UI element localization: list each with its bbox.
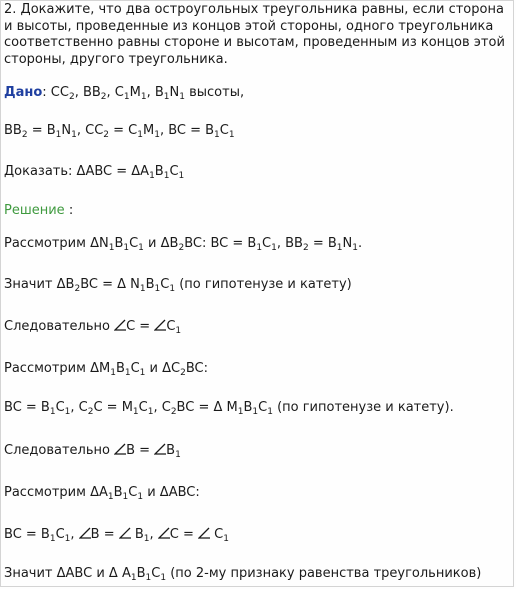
- step-4: Рассмотрим $\Delta M_1B_1C_1$ и $\Delta C_2BC$:: [4, 361, 208, 378]
- angle-icon: [154, 319, 166, 331]
- prove-line: Доказать: $\Delta ABC = \Delta A_1B_1C_1$: [4, 164, 185, 181]
- given-heights-word: высоты,: [189, 85, 245, 100]
- word-and: и: [96, 566, 105, 581]
- solution-label: Решение: [4, 203, 65, 218]
- word-and: и: [147, 485, 156, 500]
- given-line-1: Дано: $CC_2$, $BB_2$, $C_1M_1$, $B_1N_1$ высоты,: [4, 85, 245, 102]
- prove-label: Доказать:: [4, 164, 73, 179]
- given-colon: :: [42, 85, 47, 100]
- angle-icon: [114, 443, 126, 455]
- word-therefore: Следовательно: [4, 443, 110, 458]
- word-consider: Рассмотрим: [4, 236, 86, 251]
- angle-icon: [119, 527, 131, 539]
- note-hyp-leg-2: (по гипотенузе и катету).: [277, 400, 454, 415]
- step-3: Следовательно $C = C_1$: [4, 319, 182, 336]
- word-therefore: Следовательно: [4, 319, 110, 334]
- problem-statement: [4, 2, 510, 68]
- note-hyp-leg-1: (по гипотенузе и катету): [179, 277, 352, 292]
- step-9: Значит ΔABC и Δ $A_1B_1C_1$ (по 2-му признаку равенства треугольников): [4, 566, 482, 583]
- angle-icon: [114, 319, 126, 331]
- word-and: и: [148, 236, 157, 251]
- solution-heading: [4, 203, 73, 219]
- angle-icon: [158, 527, 170, 539]
- problem-text: Докажите, что два остроугольных треугольника равны, если сторона и высоты, проведенные из концов этой стороны, одного треугольника соответственно равны стороне и высотам, проведенным из концов этой стороны, другого треугольника.: [4, 2, 505, 67]
- step-7: Рассмотрим $\Delta A_1B_1C_1$ и ΔABC:: [4, 485, 200, 502]
- step-5: BC = $B_1C_1$, $C_2C = M_1C_1$, $C_2BC = \Delta$ $M_1B_1C_1$ (по гипотенузе и катету).: [4, 400, 454, 417]
- word-hence: Значит: [4, 566, 53, 581]
- step-6: Следовательно $B = B_1$: [4, 443, 181, 460]
- given-line-2: $BB_2 = B_1N_1$, $CC_2 = C_1M_1$, BC = $B_1C_1$: [4, 123, 235, 140]
- given-label: Дано: [4, 85, 43, 100]
- problem-number: 2.: [4, 2, 17, 17]
- angle-icon: [154, 443, 166, 455]
- word-hence: Значит: [4, 277, 53, 292]
- word-consider: Рассмотрим: [4, 485, 86, 500]
- step-1: Рассмотрим $\Delta N_1B_1C_1$ и $\Delta B_2BC$: BC = $B_1C_1$, $BB_2 = B_1N_1$.: [4, 236, 363, 253]
- step-2: Значит $\Delta B_2BC = \Delta$ $N_1B_1C_1$ (по гипотенузе и катету): [4, 277, 352, 294]
- word-and: и: [149, 361, 158, 376]
- word-consider: Рассмотрим: [4, 361, 86, 376]
- angle-icon: [79, 527, 91, 539]
- note-second-sign: (по 2-му признаку равенства треугольников): [170, 566, 482, 581]
- angle-icon: [198, 527, 210, 539]
- step-8: BC = $B_1C_1$, $B = B_1$, $C = C_1$: [4, 527, 229, 544]
- solution-colon: :: [64, 203, 74, 218]
